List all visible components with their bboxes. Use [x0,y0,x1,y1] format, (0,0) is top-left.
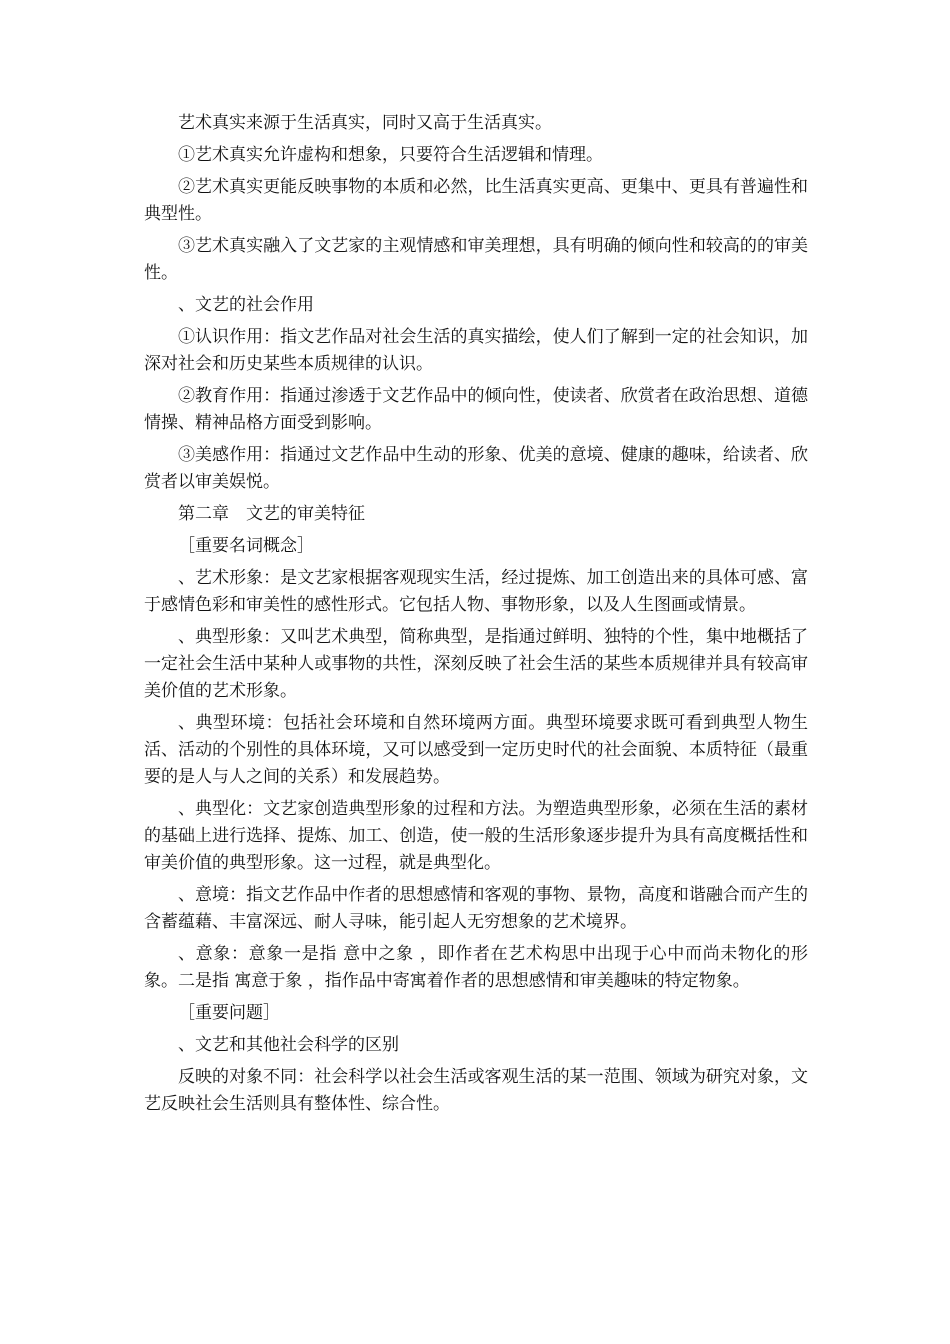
paragraph-art-truth-3: ③艺术真实融入了文艺家的主观情感和审美理想，具有明确的倾向性和较高的的审美性。 [144,236,808,283]
paragraph-typical-image: 、典型形象：又叫艺术典型，简称典型，是指通过鲜明、独特的个性，集中地概括了一定社会生活中某种人或事物的共性，深刻反映了社会生活的某些本质规律并具有较高审美价值的艺术形象。 [144,627,808,701]
paragraph-art-truth-2: ②艺术真实更能反映事物的本质和必然，比生活真实更高、更集中、更具有普遍性和典型性。 [144,177,808,224]
paragraph-art-truth-intro: 艺术真实来源于生活真实，同时又高于生活真实。 [178,113,552,133]
heading-social-function: 、文艺的社会作用 [178,295,314,315]
paragraph-educational-function: ②教育作用：指通过渗透于文艺作品中的倾向性，使读者、欣赏者在政治思想、道德情操、精神品格方面受到影响。 [144,386,808,433]
section-heading-questions: ［重要问题］ [178,1003,280,1023]
paragraph-artistic-conception: 、意境：指文艺作品中作者的思想感情和客观的事物、景物，高度和谐融合而产生的含蓄蕴藉、丰富深远、耐人寻味，能引起人无穷想象的艺术境界。 [144,885,808,932]
paragraph-aesthetic-function: ③美感作用：指通过文艺作品中生动的形象、优美的意境、健康的趣味，给读者、欣赏者以审美娱悦。 [144,445,808,492]
chapter-heading: 第二章 文艺的审美特征 [178,504,365,524]
paragraph-object-difference: 反映的对象不同：社会科学以社会生活或客观生活的某一范围、领域为研究对象，文艺反映社会生活则具有整体性、综合性。 [144,1067,808,1114]
paragraph-typical-environment: 、典型环境：包括社会环境和自然环境两方面。典型环境要求既可看到典型人物生活、活动的个别性的具体环境，又可以感受到一定历史时代的社会面貌、本质特征（最重要的是人与人之间的关系）和发展趋势。 [144,713,808,787]
section-heading-concepts: ［重要名词概念］ [178,536,314,556]
paragraph-art-truth-1: ①艺术真实允许虚构和想象，只要符合生活逻辑和情理。 [178,145,603,165]
paragraph-cognitive-function: ①认识作用：指文艺作品对社会生活的真实描绘，使人们了解到一定的社会知识，加深对社会和历史某些本质规律的认识。 [144,327,808,374]
paragraph-typification: 、典型化：文艺家创造典型形象的过程和方法。为塑造典型形象，必须在生活的素材的基础上进行选择、提炼、加工、创造，使一般的生活形象逐步提升为具有高度概括性和审美价值的典型形象。这一过程，就是典型化。 [144,799,808,873]
document-page [144,110,808,1123]
paragraph-imagery: 、意象：意象一是指 意中之象 ，即作者在艺术构思中出现于心中而尚未物化的形象。二是指 寓意于象 ，指作品中寄寓着作者的思想感情和审美趣味的特定物象。 [144,944,808,991]
heading-literature-vs-social-science: 、文艺和其他社会科学的区别 [178,1035,399,1055]
paragraph-artistic-image: 、艺术形象：是文艺家根据客观现实生活，经过提炼、加工创造出来的具体可感、富于感情色彩和审美性的感性形式。它包括人物、事物形象，以及人生图画或情景。 [144,568,808,615]
